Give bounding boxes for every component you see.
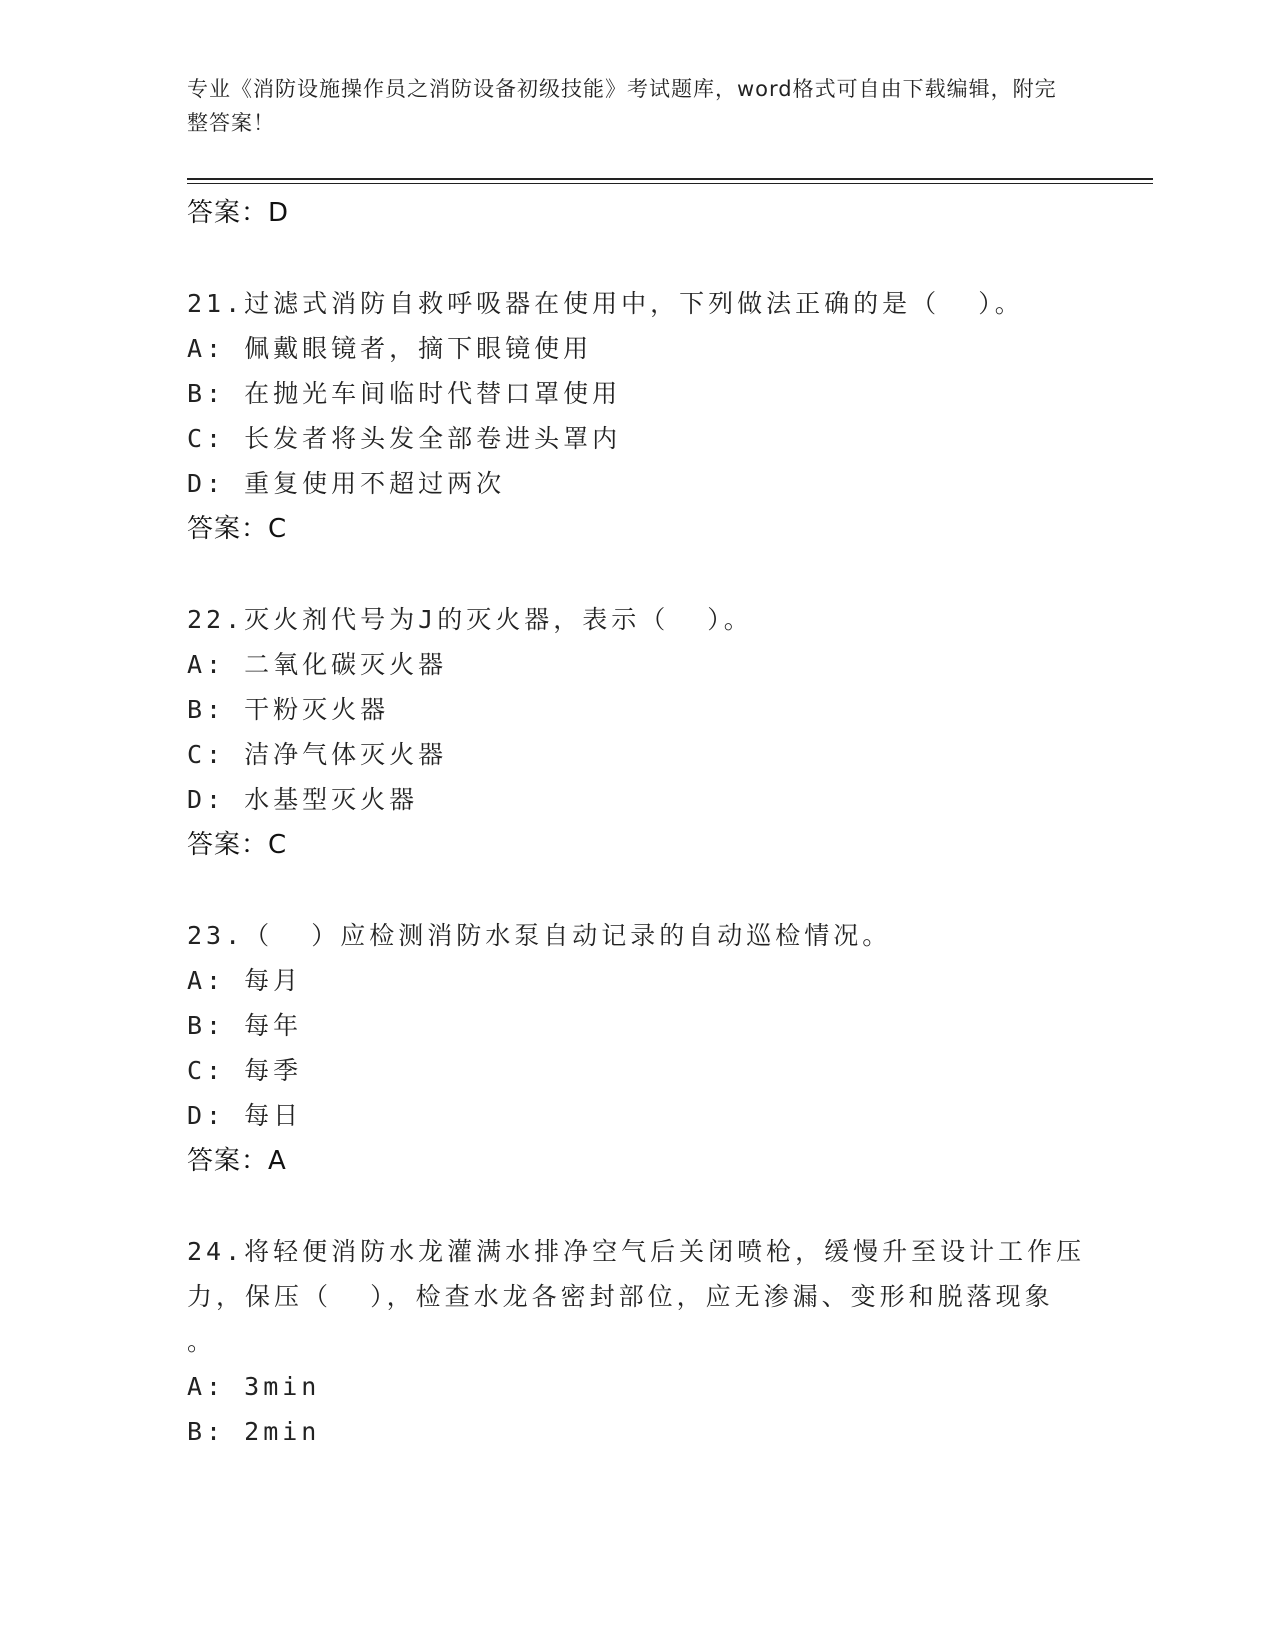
- answer-label: 答案：A: [187, 1146, 287, 1176]
- spacer: [187, 1184, 1087, 1229]
- header-rule-thick: [187, 178, 1153, 180]
- option-a: A: 每月: [187, 966, 303, 995]
- answer-label: 答案：D: [187, 198, 290, 228]
- exam-content: [187, 190, 1087, 1454]
- document-header: 专业《消防设施操作员之消防设备初级技能》考试题库，word格式可自由下载编辑，附完整答案！: [187, 77, 1057, 135]
- option-a: A: 3min: [187, 1372, 321, 1401]
- option-b: B: 每年: [187, 1011, 303, 1040]
- option-d: D: 水基型灭火器: [187, 785, 419, 814]
- option-a: A: 佩戴眼镜者，摘下眼镜使用: [187, 334, 593, 363]
- option-d: D: 重复使用不超过两次: [187, 469, 506, 498]
- answer-label: 答案：C: [187, 830, 288, 860]
- question-block-24: [187, 1229, 1087, 1454]
- question-line: 。: [187, 1327, 217, 1356]
- question-block-23: [187, 913, 1087, 1184]
- question-text: 21.过滤式消防自救呼吸器在使用中，下列做法正确的是（ ）。: [187, 289, 1024, 318]
- spacer: [187, 868, 1087, 913]
- option-c: C: 长发者将头发全部卷进头罩内: [187, 424, 622, 453]
- option-a: A: 二氧化碳灭火器: [187, 650, 448, 679]
- header-rule-thin: [187, 183, 1153, 184]
- question-block-22: [187, 597, 1087, 868]
- option-c: C: 洁净气体灭火器: [187, 740, 448, 769]
- option-d: D: 每日: [187, 1101, 303, 1130]
- option-b: B: 干粉灭火器: [187, 695, 390, 724]
- option-c: C: 每季: [187, 1056, 303, 1085]
- question-line: 力，保压（ ），检查水龙各密封部位，应无渗漏、变形和脱落现象: [187, 1282, 1054, 1311]
- question-text: 23.（ ）应检测消防水泵自动记录的自动巡检情况。: [187, 921, 892, 950]
- spacer: [187, 552, 1087, 597]
- question-line: 24.将轻便消防水龙灌满水排净空气后关闭喷枪，缓慢升至设计工作压: [187, 1237, 1086, 1266]
- spacer: [187, 236, 1087, 281]
- question-block-21: [187, 281, 1087, 552]
- option-b: B: 在抛光车间临时代替口罩使用: [187, 379, 622, 408]
- answer-label: 答案：C: [187, 514, 288, 544]
- option-b: B: 2min: [187, 1417, 321, 1446]
- question-text: 22.灭火剂代号为J的灭火器，表示（ ）。: [187, 605, 753, 634]
